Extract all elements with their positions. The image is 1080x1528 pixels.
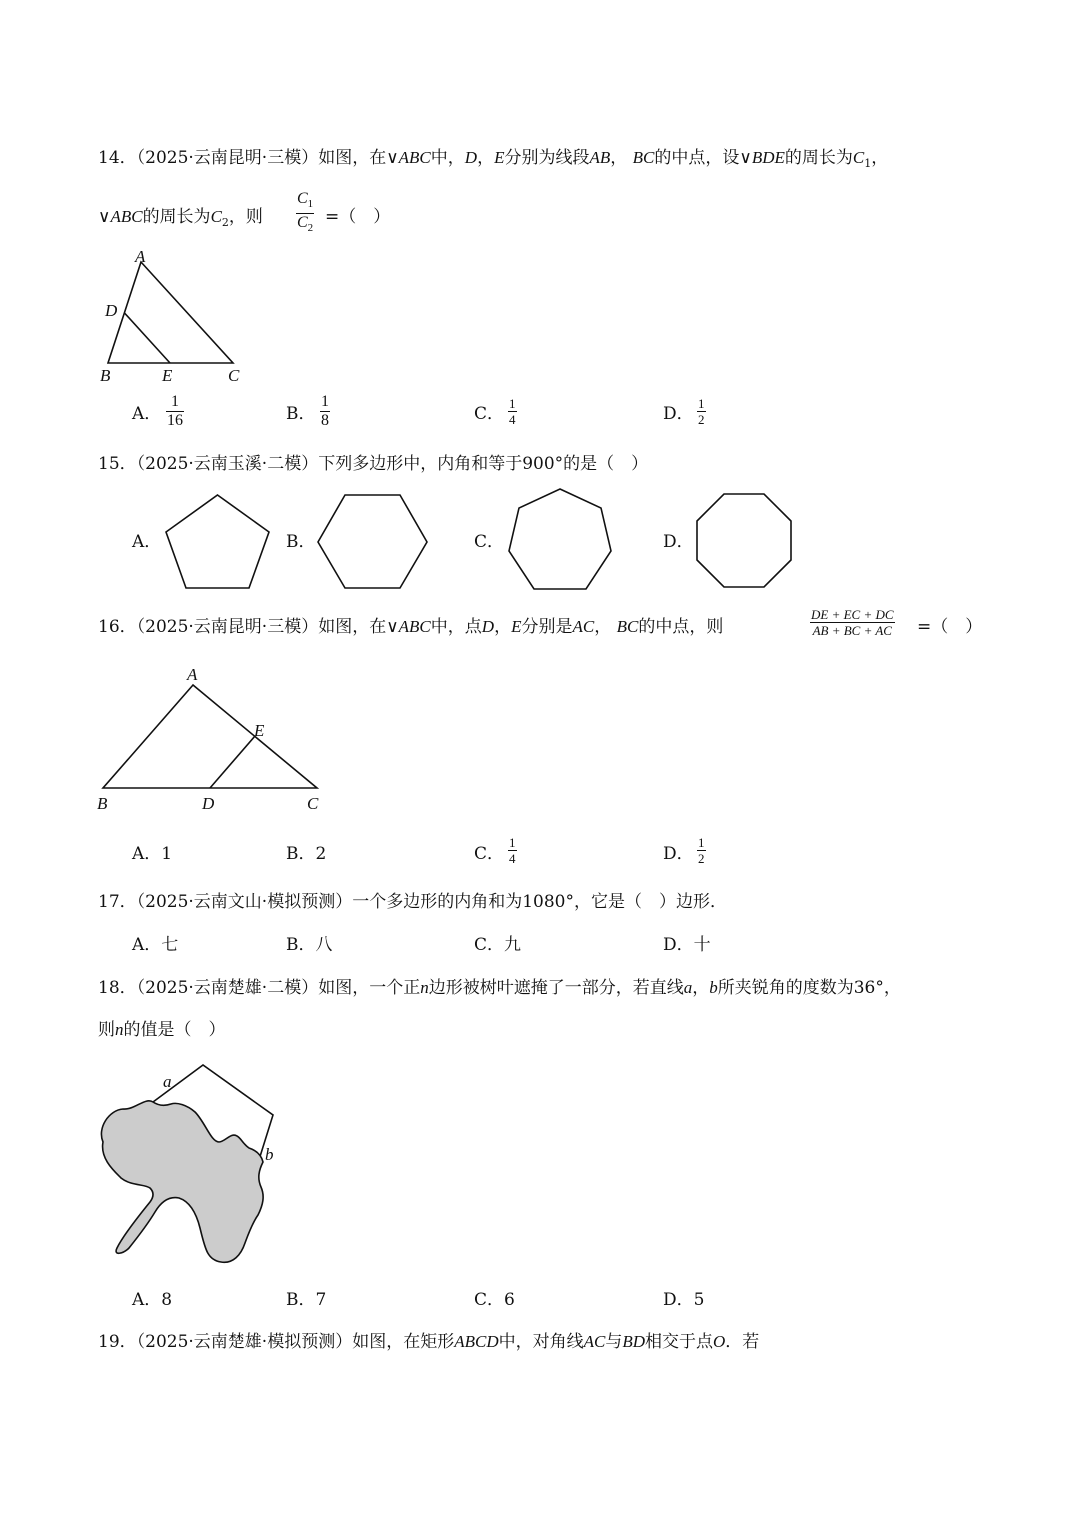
frac-den: 16 [167, 412, 183, 429]
q19-source: （2025·云南楚雄·模拟预测） [136, 1332, 353, 1352]
q18-text: 则 [98, 1020, 115, 1040]
q18-source: （2025·云南楚雄·二模） [136, 978, 319, 998]
q17-text: 一个多边形的内角和为1080°，它是（ ）边形． [352, 892, 727, 912]
q14-label-d: D [105, 301, 118, 320]
q16-text: 如图，在 [318, 617, 387, 637]
q15-number: 15． [98, 454, 137, 474]
option-text: 九 [504, 935, 522, 955]
option-label: C． [474, 532, 505, 552]
q14-option-d-fraction [697, 396, 706, 427]
option-text: 6 [504, 1290, 515, 1310]
q19-line [98, 1331, 759, 1353]
option-label: A． [132, 935, 162, 955]
q14-text: 的周长为 [784, 148, 853, 168]
q15-line [98, 453, 648, 475]
q16-text: 的中点，则 [638, 617, 724, 637]
frac-num: 1 [509, 396, 516, 411]
q19-segment-ac: AC [583, 1332, 606, 1351]
frac-num: 1 [321, 393, 329, 410]
q14-triangle-figure [95, 243, 255, 388]
q14-point-e: E [494, 148, 505, 167]
q14-option-a[interactable] [132, 403, 161, 425]
q15-hexagon-shape [315, 490, 430, 595]
option-label: C． [474, 404, 505, 424]
q14-text: ， [871, 148, 889, 168]
q16-point-e: E [511, 617, 522, 636]
q18-number: 18． [98, 978, 137, 998]
q16-option-d-fraction [697, 835, 706, 866]
q14-triangle-bde: ∨BDE [739, 148, 785, 167]
q19-point-o: O [713, 1332, 726, 1351]
q14-ratio-fraction [296, 190, 314, 237]
option-label: A． [132, 532, 162, 552]
q15-octagon-shape [692, 490, 797, 590]
option-label: B． [286, 404, 316, 424]
q15-text: 下列多边形中，内角和等于900°的是（ ） [318, 454, 649, 474]
option-label: D． [663, 844, 694, 864]
q16-option-b[interactable] [286, 843, 326, 865]
option-label: A． [132, 404, 162, 424]
q18-text: ， [692, 978, 710, 998]
q18-text: 所夹锐角的度数为36°， [717, 978, 901, 998]
option-label: A． [132, 844, 162, 864]
q14-c1: C [852, 148, 865, 167]
frac-num: 1 [509, 835, 516, 850]
q17-number: 17． [98, 892, 137, 912]
q14-option-b[interactable] [286, 403, 316, 425]
q18-option-a[interactable] [132, 1289, 172, 1311]
q14-text: 的中点，设 [654, 148, 740, 168]
q17-option-d[interactable] [663, 934, 711, 956]
q18-text: 边形被树叶遮掩了一部分，若直线 [428, 978, 684, 998]
q14-c2: C [210, 207, 222, 226]
q14-label-a: A [135, 247, 146, 266]
q15-option-c[interactable] [474, 531, 504, 553]
q15-option-b[interactable] [286, 531, 316, 553]
q18-option-d[interactable] [663, 1289, 704, 1311]
q14-number: 14． [98, 148, 137, 168]
q19-text: 如图，在矩形 [352, 1332, 455, 1352]
q16-line [98, 616, 723, 638]
q19-text: ．若 [725, 1332, 760, 1352]
q16-text: 分别是 [521, 617, 573, 637]
q14-line1 [98, 147, 888, 175]
q14-frac-den-sub: 2 [307, 222, 314, 234]
option-label: D． [663, 1290, 694, 1310]
q16-option-a[interactable] [132, 843, 172, 865]
q16-text: ， [494, 617, 512, 637]
q14-text: 如图，在 [318, 148, 387, 168]
option-label: C． [474, 844, 505, 864]
option-label: D． [663, 532, 694, 552]
option-label: C． [474, 1290, 505, 1310]
q15-source: （2025·云南玉溪·二模） [136, 454, 319, 474]
q14-frac-num-sub: 1 [307, 198, 314, 210]
q18-option-c[interactable] [474, 1289, 515, 1311]
q14-text: 的周长为 [142, 207, 211, 227]
q19-rect-abcd: ABCD [454, 1332, 499, 1351]
q14-c2-sub: 2 [221, 216, 229, 229]
option-label: B． [286, 532, 316, 552]
q14-line2 [98, 206, 263, 234]
q19-number: 19． [98, 1332, 137, 1352]
q16-option-c-fraction [508, 835, 517, 866]
q16-ratio-fraction [810, 607, 895, 638]
q14-option-d[interactable] [663, 403, 694, 425]
q14-frac-den: C [297, 214, 308, 231]
q14-label-c: C [228, 366, 240, 385]
q16-frac-den: AB + BC + AC [812, 623, 892, 638]
option-label: B． [286, 844, 316, 864]
option-label: B． [286, 1290, 316, 1310]
q14-triangle-abc: ∨ABC [386, 148, 431, 167]
q16-text: 中，点 [430, 617, 482, 637]
option-text: 7 [315, 1290, 327, 1310]
frac-den: 2 [698, 851, 705, 866]
q16-option-c[interactable] [474, 843, 504, 865]
q16-label-a: A [187, 665, 198, 684]
q16-triangle-figure [95, 660, 335, 820]
q16-frac-num: DE + EC + DC [811, 607, 894, 622]
q14-triangle-abc-2: ∨ABC [98, 207, 143, 226]
q19-text: 与 [605, 1332, 623, 1352]
frac-den: 8 [321, 412, 329, 429]
option-text: 2 [315, 844, 327, 864]
option-label: A． [132, 1290, 162, 1310]
option-text: 5 [693, 1290, 705, 1310]
q16-text: ， [594, 617, 612, 637]
q14-point-d: D [464, 148, 478, 167]
q14-option-b-fraction [320, 393, 330, 430]
q14-option-c[interactable] [474, 403, 504, 425]
q18-leaf-polygon-figure [95, 1060, 295, 1280]
q14-option-a-fraction [166, 393, 184, 430]
q18-var-b: b [709, 978, 718, 997]
frac-den: 2 [698, 412, 705, 427]
q16-label-e: E [254, 721, 265, 740]
q14-frac-num: C [297, 190, 308, 207]
option-label: D． [663, 935, 694, 955]
q16-number: 16． [98, 617, 137, 637]
q14-text: 分别为线段 [504, 148, 590, 168]
q16-source: （2025·云南昆明·三模） [136, 617, 319, 637]
q19-text: 中，对角线 [498, 1332, 584, 1352]
q16-label-c: C [307, 794, 319, 813]
q17-option-a[interactable] [132, 934, 178, 956]
q17-option-c[interactable] [474, 934, 521, 956]
q16-option-d[interactable] [663, 843, 694, 865]
option-label: B． [286, 935, 316, 955]
leaf-shape [101, 1101, 263, 1262]
q14-equals-paren: =（ ） [325, 207, 391, 227]
q14-c1-sub: 1 [864, 157, 872, 170]
q14-label-e: E [162, 366, 173, 385]
q18-label-a: a [163, 1072, 172, 1091]
q14-option-c-fraction [508, 396, 517, 427]
q18-var-a: a [683, 978, 693, 997]
q15-pentagon-shape [160, 490, 275, 595]
q18-var-n: n [115, 1020, 124, 1039]
q17-option-b[interactable] [286, 934, 333, 956]
frac-num: 1 [171, 393, 179, 410]
option-label: C． [474, 935, 505, 955]
q16-label-d: D [202, 794, 215, 813]
q18-line2 [98, 1019, 226, 1041]
q14-segment-bc: BC [632, 148, 655, 167]
option-text: 8 [161, 1290, 173, 1310]
q14-segment-ab: AB [589, 148, 611, 167]
q18-option-b[interactable] [286, 1289, 326, 1311]
q15-option-d[interactable] [663, 531, 694, 553]
q16-label-b: B [97, 794, 108, 813]
q14-source: （2025·云南昆明·三模） [136, 148, 319, 168]
option-text: 十 [693, 935, 711, 955]
q14-text: ， [610, 148, 628, 168]
frac-den: 4 [509, 851, 516, 866]
q14-label-b: B [100, 366, 111, 385]
q14-text: 中， [430, 148, 465, 168]
q17-line [98, 891, 727, 913]
option-label: D． [663, 404, 694, 424]
frac-num: 1 [698, 396, 705, 411]
q19-text: 相交于点 [645, 1332, 714, 1352]
q14-text: ， [477, 148, 495, 168]
q15-option-a[interactable] [132, 531, 161, 553]
frac-den: 4 [509, 412, 516, 427]
q18-text: 的值是（ ） [123, 1020, 226, 1040]
q16-segment-ac: AC [572, 617, 595, 636]
q18-text: 如图，一个正 [318, 978, 421, 998]
q18-line1 [98, 977, 901, 999]
q15-heptagon-shape [503, 484, 618, 596]
option-text: 1 [161, 844, 173, 864]
q14-text: ，则 [228, 207, 263, 227]
q18-label-b: b [265, 1145, 274, 1164]
option-text: 七 [161, 935, 179, 955]
frac-num: 1 [698, 835, 705, 850]
q16-equals-paren: =（ ） [917, 617, 983, 637]
q17-source: （2025·云南文山·模拟预测） [136, 892, 353, 912]
q16-triangle-abc: ∨ABC [386, 617, 431, 636]
q19-segment-bd: BD [622, 1332, 646, 1351]
q16-point-d: D [481, 617, 495, 636]
q16-segment-bc: BC [616, 617, 639, 636]
option-text: 八 [315, 935, 333, 955]
q18-var-n: n [420, 978, 429, 997]
